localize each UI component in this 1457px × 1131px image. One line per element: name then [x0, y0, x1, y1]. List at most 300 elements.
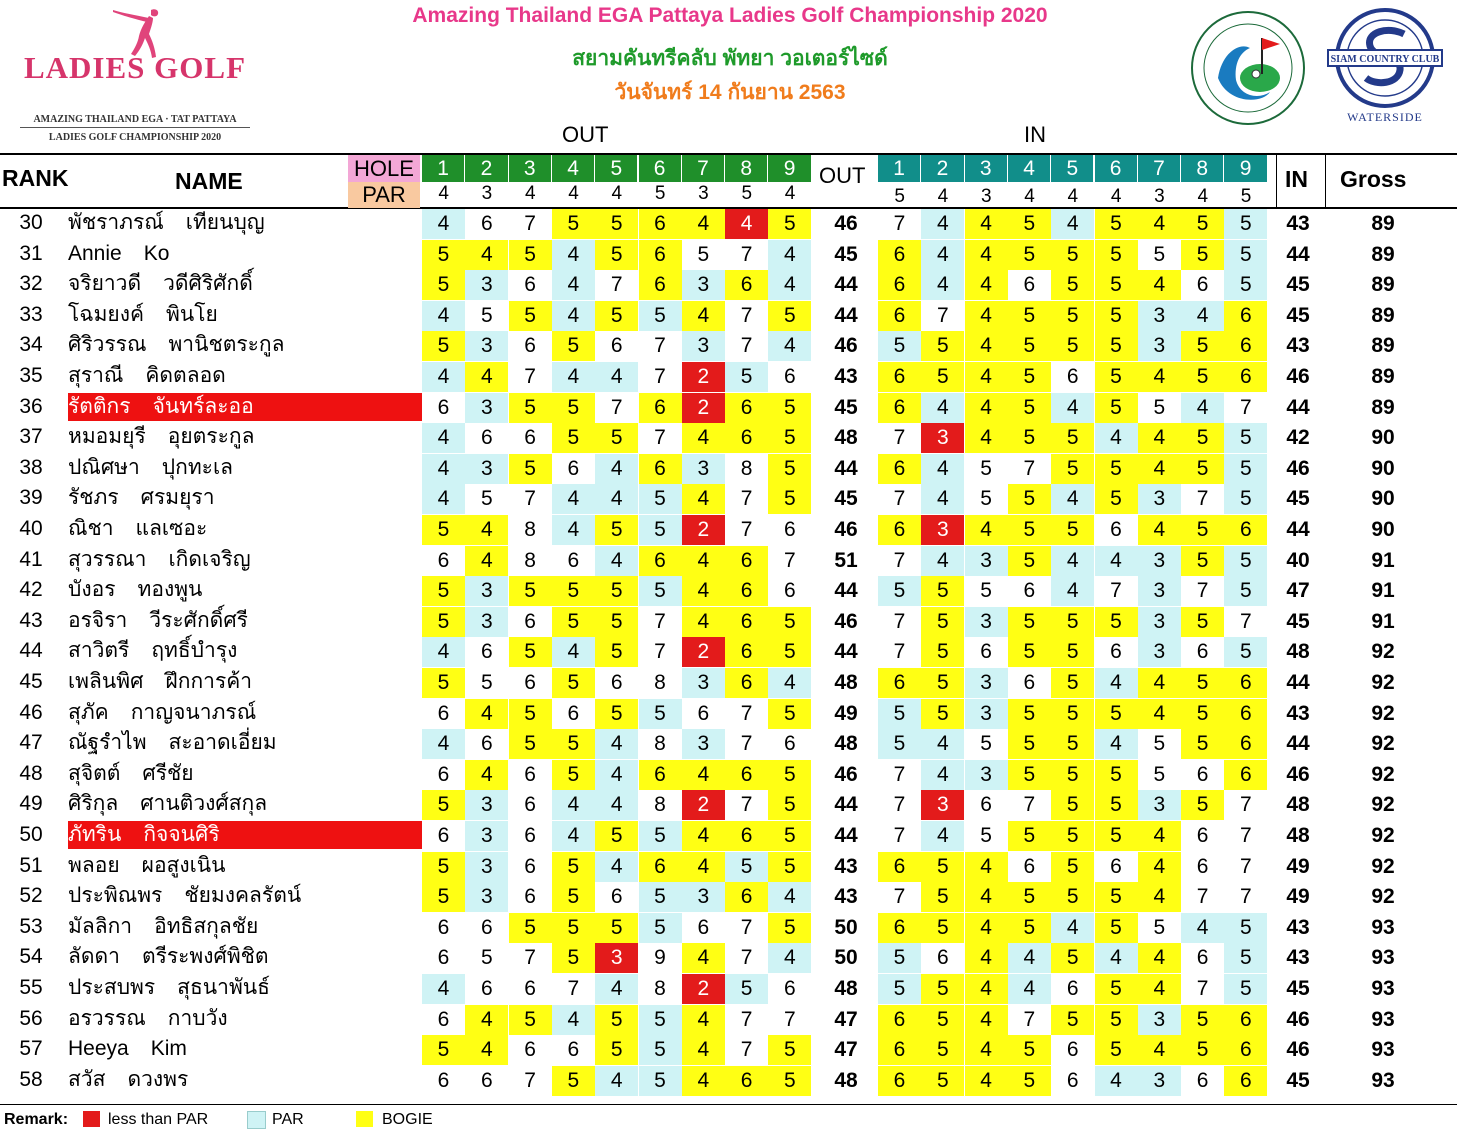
gross-total-cell: 89 [1371, 242, 1395, 266]
score-in-hole-7: 3 [1138, 331, 1181, 361]
rank-cell: 33 [19, 302, 43, 326]
score-in-hole-3: 4 [965, 913, 1008, 943]
rank-cell: 37 [19, 425, 43, 449]
table-row [0, 607, 1457, 637]
out-total-cell: 49 [834, 701, 858, 725]
in-total-cell: 45 [1286, 273, 1310, 297]
score-in-hole-9: 6 [1224, 1035, 1267, 1065]
score-in-hole-2: 5 [921, 1035, 964, 1065]
gross-total-cell: 93 [1371, 1007, 1395, 1031]
score-out-hole-1: 6 [437, 1068, 450, 1092]
score-in-hole-4: 5 [1008, 240, 1051, 270]
score-out-hole-9: 5 [768, 913, 811, 943]
out-total-cell: 44 [834, 303, 858, 327]
gross-total-cell: 93 [1371, 946, 1395, 970]
score-in-hole-3: 4 [965, 852, 1008, 882]
player-name-cell [68, 943, 422, 971]
score-in-hole-9: 5 [1224, 943, 1267, 973]
rank-cell: 49 [19, 792, 43, 816]
player-name-cell [68, 1035, 422, 1063]
score-out-hole-6: 9 [654, 946, 666, 970]
player-name-cell [68, 637, 422, 665]
score-out-hole-3: 7 [524, 946, 536, 970]
in-hole-2: 2 [921, 155, 963, 182]
score-in-hole-3: 5 [980, 824, 992, 847]
score-out-hole-9: 6 [784, 977, 796, 1000]
score-out-hole-2: 6 [480, 640, 493, 664]
score-out-hole-2: 3 [465, 393, 508, 423]
table-row [0, 270, 1457, 300]
out-par-4: 4 [568, 183, 579, 204]
score-in-hole-3: 4 [965, 393, 1008, 423]
score-in-hole-9: 7 [1240, 609, 1252, 633]
out-total-cell: 50 [834, 946, 858, 970]
score-in-hole-3: 4 [965, 1035, 1008, 1065]
score-out-hole-7: 4 [682, 1035, 725, 1065]
first-name: สุภัค [68, 700, 109, 724]
player-name-cell [68, 270, 422, 298]
score-out-hole-1: 6 [437, 395, 450, 419]
out-total-cell: 44 [834, 793, 858, 817]
rank-cell: 41 [19, 547, 43, 571]
first-name: สุวรรณา [68, 547, 147, 571]
last-name: ศานติวงศ์สกุล [140, 792, 268, 816]
score-out-hole-8: 7 [740, 915, 753, 939]
in-hole-8: 8 [1181, 155, 1223, 182]
score-in-hole-1: 7 [893, 426, 906, 450]
score-in-hole-5: 5 [1051, 668, 1094, 698]
score-in-hole-9: 6 [1224, 331, 1267, 361]
score-in-hole-2: 3 [921, 790, 964, 820]
score-in-hole-6: 5 [1095, 607, 1138, 637]
score-in-hole-9: 5 [1224, 423, 1267, 453]
score-out-hole-3: 5 [509, 393, 552, 423]
score-in-hole-1: 6 [878, 362, 921, 392]
score-in-hole-6: 5 [1095, 821, 1138, 851]
score-out-hole-8: 6 [725, 607, 768, 637]
score-out-hole-9: 5 [768, 209, 811, 239]
score-in-hole-2: 5 [921, 913, 964, 943]
score-in-hole-3: 3 [965, 760, 1008, 790]
score-out-hole-2: 4 [465, 362, 508, 392]
score-in-hole-4: 5 [1008, 331, 1051, 361]
score-out-hole-6: 5 [639, 1066, 682, 1096]
out-total-cell: 48 [834, 732, 858, 756]
score-in-hole-9: 5 [1224, 576, 1267, 606]
score-out-hole-5: 4 [595, 852, 638, 882]
score-in-hole-6: 6 [1110, 518, 1122, 541]
in-total-cell: 49 [1286, 885, 1310, 909]
score-in-hole-5: 5 [1051, 790, 1094, 820]
first-name: ปณิศษา [68, 455, 140, 479]
score-out-hole-9: 5 [768, 423, 811, 453]
score-out-hole-5: 5 [595, 301, 638, 331]
score-out-hole-6: 7 [654, 334, 666, 358]
score-out-hole-8: 6 [725, 393, 768, 423]
score-in-hole-3: 3 [965, 607, 1008, 637]
score-in-hole-5: 4 [1051, 913, 1094, 943]
rank-cell: 57 [19, 1037, 43, 1061]
score-in-hole-7: 4 [1138, 821, 1181, 851]
score-in-hole-4: 5 [1008, 546, 1051, 576]
out-total-cell: 48 [834, 671, 858, 694]
score-in-hole-6: 4 [1095, 423, 1138, 453]
score-in-hole-4: 5 [1008, 637, 1051, 667]
rank-cell: 43 [19, 608, 43, 632]
score-in-hole-3: 5 [980, 579, 992, 603]
player-name-cell [68, 301, 422, 329]
score-out-hole-4: 5 [552, 423, 595, 453]
score-out-hole-5: 5 [595, 515, 638, 545]
score-in-hole-2: 4 [921, 821, 964, 851]
score-out-hole-6: 5 [639, 515, 682, 545]
last-name: อุยตระกูล [167, 425, 255, 449]
score-out-hole-8: 7 [740, 1038, 753, 1062]
in-hole-9: 9 [1224, 155, 1266, 182]
score-in-hole-3: 4 [965, 974, 1008, 1004]
score-in-hole-3: 4 [965, 331, 1008, 361]
score-in-hole-7: 5 [1153, 732, 1166, 756]
score-out-hole-9: 5 [768, 852, 811, 882]
score-out-hole-9: 4 [768, 270, 811, 300]
last-name: วีระศักดิ์ศรี [149, 608, 248, 632]
score-out-hole-5: 5 [595, 576, 638, 606]
name-header: NAME [175, 168, 243, 194]
gross-total-cell: 92 [1371, 854, 1395, 878]
score-in-hole-7: 4 [1138, 362, 1181, 392]
last-name: สุธนาพันธ์ [177, 976, 270, 999]
table-row [0, 760, 1457, 790]
score-out-hole-6: 7 [654, 426, 666, 450]
score-in-hole-6: 5 [1095, 974, 1138, 1004]
score-out-hole-9: 5 [768, 484, 811, 514]
last-name: กาบวัง [167, 1006, 228, 1030]
score-in-hole-5: 4 [1051, 393, 1094, 423]
score-out-hole-4: 5 [552, 576, 595, 606]
score-out-hole-4: 4 [552, 821, 595, 851]
out-total-cell: 51 [834, 548, 858, 572]
score-in-hole-7: 3 [1138, 607, 1181, 637]
score-in-hole-2: 4 [921, 546, 964, 576]
in-total-cell: 43 [1286, 212, 1310, 235]
rank-cell: 38 [19, 455, 43, 479]
in-total-cell: 43 [1286, 334, 1310, 358]
score-in-hole-9: 6 [1224, 362, 1267, 392]
score-in-hole-5: 5 [1051, 454, 1094, 484]
score-out-hole-9: 6 [784, 579, 796, 603]
first-name: พัชราภรณ์ [68, 211, 164, 234]
out-total-cell: 43 [834, 854, 858, 878]
legend-swatch-under-par [83, 1111, 100, 1127]
score-in-hole-5: 5 [1051, 301, 1094, 331]
last-name: เทียนบุญ [185, 211, 265, 234]
last-name: ตรีระพงศ์พิชิต [141, 945, 269, 969]
out-total-cell: 43 [834, 885, 858, 909]
gross-total-cell: 92 [1371, 793, 1395, 817]
first-name: Annie [68, 241, 122, 265]
score-out-hole-9: 7 [784, 1007, 796, 1031]
score-in-hole-7: 4 [1138, 423, 1181, 453]
table-row [0, 637, 1457, 667]
score-in-hole-8: 7 [1196, 885, 1209, 909]
last-name: ดวงพร [127, 1067, 189, 1091]
score-in-hole-2: 4 [921, 240, 964, 270]
out-total-cell: 44 [834, 273, 858, 297]
out-total-cell: 44 [834, 579, 858, 603]
score-in-hole-8: 7 [1196, 977, 1209, 1000]
legend-swatch-bogie [356, 1111, 373, 1127]
score-out-hole-6: 5 [639, 882, 682, 912]
out-total-cell: 48 [834, 426, 858, 450]
rank-cell: 30 [19, 211, 43, 234]
gross-total-cell: 92 [1371, 885, 1395, 909]
in-total-cell: 43 [1286, 701, 1310, 725]
in-total-cell: 48 [1286, 824, 1310, 847]
score-out-hole-2: 3 [465, 454, 508, 484]
score-in-hole-6: 5 [1095, 301, 1138, 331]
score-in-hole-4: 5 [1008, 699, 1051, 729]
gross-header: Gross [1340, 166, 1407, 192]
score-out-hole-9: 5 [768, 637, 811, 667]
rank-cell: 51 [19, 853, 43, 877]
score-in-hole-5: 4 [1051, 576, 1094, 606]
player-name-cell [68, 790, 422, 818]
score-in-hole-1: 5 [878, 331, 921, 361]
in-hole-6: 6 [1095, 155, 1137, 182]
score-out-hole-5: 4 [595, 729, 638, 759]
score-in-hole-7: 3 [1138, 637, 1181, 667]
first-name: พลอย [68, 853, 120, 877]
score-out-hole-5: 5 [595, 1005, 638, 1035]
score-out-hole-8: 6 [725, 423, 768, 453]
score-out-hole-1: 5 [422, 668, 465, 698]
out-hole-1: 1 [422, 155, 464, 182]
table-row [0, 821, 1457, 851]
score-in-hole-5: 4 [1051, 209, 1094, 239]
player-name-cell [68, 607, 422, 635]
score-out-hole-1: 5 [422, 331, 465, 361]
score-out-hole-2: 5 [480, 487, 493, 511]
score-in-hole-4: 5 [1008, 209, 1051, 239]
first-name: เพลินพิศ [68, 670, 144, 693]
score-in-hole-2: 3 [921, 515, 964, 545]
out-total-cell: 46 [834, 334, 858, 358]
score-in-hole-6: 4 [1095, 668, 1138, 698]
in-total-cell: 49 [1286, 854, 1310, 878]
in-total-cell: 44 [1286, 732, 1310, 756]
rank-cell: 34 [19, 333, 43, 357]
score-in-hole-3: 4 [965, 362, 1008, 392]
score-out-hole-5: 4 [595, 1066, 638, 1096]
score-out-hole-5: 5 [595, 607, 638, 637]
player-name-cell [68, 1005, 422, 1033]
score-in-hole-4: 5 [1008, 301, 1051, 331]
gross-total-cell: 89 [1371, 303, 1395, 327]
in-total-cell: 45 [1286, 303, 1310, 327]
first-name: ศิริกุล [68, 792, 119, 816]
score-in-hole-7: 4 [1138, 974, 1181, 1004]
score-out-hole-9: 5 [768, 699, 811, 729]
score-out-hole-9: 5 [768, 1066, 811, 1096]
score-in-hole-6: 5 [1095, 393, 1138, 423]
gross-total-cell: 89 [1371, 334, 1395, 358]
score-out-hole-3: 5 [509, 240, 552, 270]
first-name: อรจิรา [68, 608, 128, 632]
score-in-hole-5: 5 [1051, 943, 1094, 973]
score-in-hole-1: 7 [893, 487, 906, 511]
in-hole-5: 5 [1051, 155, 1093, 182]
score-in-hole-4: 5 [1008, 393, 1051, 423]
rank-cell: 47 [19, 731, 43, 755]
table-row [0, 240, 1457, 270]
score-in-hole-7: 4 [1138, 699, 1181, 729]
score-out-hole-6: 7 [654, 640, 666, 664]
first-name: ประสบพร [68, 976, 156, 999]
score-in-hole-3: 4 [965, 882, 1008, 912]
score-out-hole-4: 7 [567, 977, 580, 1000]
score-in-hole-9: 6 [1224, 301, 1267, 331]
last-name: กิจจนศิริ [143, 823, 220, 846]
score-in-hole-3: 4 [965, 301, 1008, 331]
score-out-hole-6: 5 [639, 301, 682, 331]
score-out-hole-4: 5 [552, 882, 595, 912]
last-name: วดีศิริศักดิ์ [163, 272, 253, 296]
score-out-hole-8: 5 [725, 362, 768, 392]
rank-cell: 44 [19, 639, 43, 663]
score-out-hole-5: 4 [595, 790, 638, 820]
score-in-hole-6: 5 [1095, 484, 1138, 514]
score-out-hole-5: 7 [610, 273, 623, 297]
player-name-cell [68, 576, 422, 604]
score-in-hole-3: 5 [980, 456, 992, 480]
score-out-hole-3: 6 [524, 977, 536, 1000]
score-out-hole-2: 6 [480, 915, 493, 939]
score-in-hole-1: 7 [893, 609, 906, 633]
score-in-hole-1: 6 [878, 1035, 921, 1065]
score-in-hole-8: 5 [1181, 362, 1224, 392]
player-name-cell [68, 760, 422, 788]
score-in-hole-5: 5 [1051, 607, 1094, 637]
in-total-cell: 48 [1286, 640, 1310, 664]
in-par-6: 4 [1110, 186, 1122, 207]
divider-in [1276, 153, 1277, 209]
score-in-hole-4: 5 [1008, 515, 1051, 545]
score-in-hole-8: 5 [1181, 240, 1224, 270]
score-out-hole-7: 3 [682, 729, 725, 759]
player-name-cell [68, 699, 422, 727]
score-out-hole-4: 5 [552, 668, 595, 698]
score-out-hole-4: 6 [567, 456, 580, 480]
score-out-hole-1: 5 [422, 607, 465, 637]
gross-total-cell: 92 [1371, 671, 1395, 694]
score-in-hole-5: 5 [1051, 515, 1094, 545]
score-out-hole-2: 3 [465, 852, 508, 882]
score-out-hole-3: 6 [524, 762, 536, 786]
score-in-hole-2: 5 [921, 331, 964, 361]
last-name: ผอสูงเนิน [141, 853, 226, 877]
out-hole-9: 9 [768, 155, 810, 182]
score-out-hole-6: 6 [639, 393, 682, 423]
rank-cell: 46 [19, 700, 43, 724]
rank-cell: 32 [19, 272, 43, 296]
score-out-hole-8: 6 [725, 576, 768, 606]
score-out-hole-1: 5 [422, 270, 465, 300]
out-total-cell: 48 [834, 1068, 858, 1092]
in-hole-3: 3 [965, 155, 1007, 182]
score-out-hole-7: 4 [682, 607, 725, 637]
score-out-hole-7: 4 [682, 423, 725, 453]
score-in-hole-9: 6 [1224, 1005, 1267, 1035]
score-out-hole-7: 6 [697, 701, 710, 725]
score-out-hole-4: 6 [567, 1038, 580, 1062]
score-out-hole-8: 6 [725, 882, 768, 912]
logo-subtitle-2: LADIES GOLF CHAMPIONSHIP 2020 [48, 132, 222, 143]
score-in-hole-1: 7 [893, 212, 906, 235]
out-total-cell: 48 [834, 977, 858, 1000]
score-out-hole-5: 7 [610, 395, 623, 419]
legend-rule [0, 1104, 1457, 1105]
score-in-hole-3: 5 [980, 732, 992, 756]
player-name-cell [68, 821, 422, 849]
player-name-cell [68, 454, 422, 482]
score-in-hole-1: 5 [878, 699, 921, 729]
score-out-hole-1: 4 [422, 637, 465, 667]
in-total-cell: 46 [1286, 365, 1310, 388]
score-out-hole-2: 6 [480, 732, 493, 756]
score-out-hole-3: 6 [524, 426, 536, 450]
score-out-hole-2: 4 [465, 240, 508, 270]
score-in-hole-3: 4 [965, 515, 1008, 545]
in-total-cell: 43 [1286, 946, 1310, 970]
score-out-hole-1: 5 [422, 1035, 465, 1065]
score-in-hole-1: 6 [878, 393, 921, 423]
score-out-hole-1: 4 [422, 301, 465, 331]
score-out-hole-6: 7 [654, 365, 666, 388]
score-out-hole-8: 7 [740, 487, 753, 511]
score-out-hole-1: 6 [437, 915, 450, 939]
score-in-hole-9: 5 [1224, 454, 1267, 484]
score-out-hole-2: 6 [480, 1068, 493, 1092]
table-row [0, 546, 1457, 576]
score-in-hole-6: 6 [1110, 854, 1122, 878]
player-name-cell [68, 362, 422, 390]
score-out-hole-5: 3 [595, 943, 638, 973]
score-out-hole-9: 5 [768, 1035, 811, 1065]
score-out-hole-1: 5 [422, 882, 465, 912]
score-in-hole-3: 4 [965, 270, 1008, 300]
first-name: รัชภร [68, 486, 119, 510]
score-out-hole-1: 4 [422, 729, 465, 759]
score-in-hole-8: 5 [1181, 607, 1224, 637]
score-out-hole-4: 5 [552, 607, 595, 637]
table-row [0, 484, 1457, 514]
out-total-cell: 50 [834, 915, 858, 939]
logo-title: LADIES GOLF [23, 50, 247, 85]
out-hole-8: 8 [725, 155, 767, 182]
score-out-hole-2: 3 [465, 882, 508, 912]
out-total-cell: 47 [834, 1038, 858, 1062]
score-in-hole-1: 6 [878, 515, 921, 545]
out-total-cell: 46 [834, 212, 858, 235]
score-in-hole-6: 5 [1095, 760, 1138, 790]
score-out-hole-8: 5 [725, 852, 768, 882]
score-out-hole-3: 5 [509, 913, 552, 943]
score-out-hole-9: 6 [784, 518, 796, 541]
last-name: ฤทธิ์บำรุง [151, 639, 238, 663]
player-name-cell [68, 1066, 422, 1094]
score-in-hole-8: 5 [1181, 546, 1224, 576]
legend-label-under-par: less than PAR [108, 1111, 209, 1128]
